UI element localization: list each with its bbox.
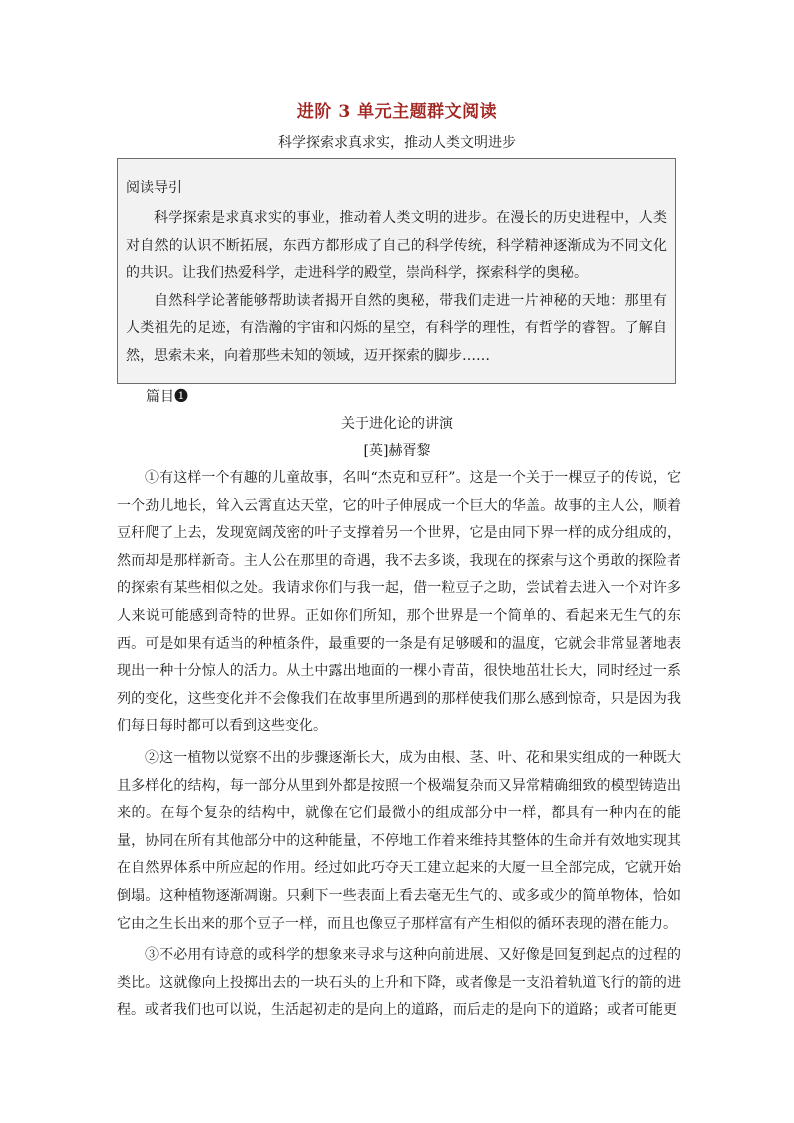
article-label: 篇目❶ <box>146 389 188 405</box>
article-paragraph: ①有这样一个有趣的儿童故事，名叫“杰克和豆秆”。这是一个关于一棵豆子的传说，它一个劲儿地长，耸入云霄直达天堂，它的叶子伸展成一个巨大的华盖。故事的主人公，顺着豆秆爬了上去，发现宽阔茂密的叶子支撑着另一个世界，它是由同下界一样的成分组成的，然而却是那样新奇。主人公在那里的奇遇，我不去多谈，我现在的探索与这个勇敢的探险者的探索有某些相似之处。我请求你们与我一起，借一粒豆子之助，尝试着去进入一个对许多人来说可能感到奇特的世界。正如你们所知，那个世界是一个简单的、看起来无生气的东西。可是如果有适当的种植条件，最重要的一条是有足够暖和的温度，它就会非常显著地表现出一种十分惊人的活力。从土中露出地面的一棵小青苗，很快地茁壮长大，同时经过一系列的变化，这些变化并不会像我们在故事里所遇到的那样使我们那么感到惊奇，只是因为我们每日每时都可以看到这些变化。 <box>117 470 681 735</box>
article-paragraph: ③不必用有诗意的或科学的想象来寻求与这种向前进展、又好像是回复到起点的过程的类比。这就像向上投掷出去的一块石头的上升和下降，或者像是一支沿着轨道飞行的箭的进程。或者我们也可以说，生活起初走的是向上的道路，而后走的是向下的道路；或者可能更 <box>117 947 681 1019</box>
article-paragraph: ②这一植物以觉察不出的步骤逐渐长大，成为由根、茎、叶、花和果实组成的一种既大且多样化的结构，每一部分从里到外都是按照一个极端复杂而又异常精确细致的模型铸造出来的。在每个复杂的结构中，就像在它们最微小的组成部分中一样，都具有一种内在的能量，协同在所有其他部分中的这种能量，不停地工作着来维持其整体的生命并有效地实现其在自然界体系中所应起的作用。经过如此巧夺天工建立起来的大厦一旦全部完成，它就开始倒塌。这种植物逐渐凋谢。只剩下一些表面上看去毫无生气的、或多或少的简单物体，恰如它由之生长出来的那个豆子一样，而且也像豆子那样富有产生相似的循环表现的潜在能力。 <box>117 749 681 932</box>
article-author: [英]赫胥黎 <box>363 443 431 459</box>
page-subtitle: 科学探索求真求实，推动人类文明进步 <box>278 135 516 151</box>
reading-guide-paragraph: 科学探索是求真求实的事业，推动着人类文明的进步。在漫长的历史进程中，人类对自然的认识不断拓展，东西方都形成了自己的科学传统，科学精神逐渐成为不同文化的共识。让我们热爱科学，走进科学的殿堂，崇尚科学，探索科学的奥秘。 <box>126 210 667 281</box>
reading-guide-box <box>117 158 676 384</box>
reading-guide-heading: 阅读导引 <box>126 180 182 196</box>
reading-guide-paragraph: 自然科学论著能够帮助读者揭开自然的奥秘，带我们走进一片神秘的天地：那里有人类祖先的足迹，有浩瀚的宇宙和闪烁的星空，有科学的理性，有哲学的睿智。了解自然，思索未来，向着那些未知的领域，迈开探索的脚步…… <box>126 292 667 364</box>
article-body <box>117 465 681 1029</box>
page-title: 进阶 3 单元主题群文阅读 <box>296 102 498 122</box>
article-title: 关于进化论的讲演 <box>341 416 453 432</box>
